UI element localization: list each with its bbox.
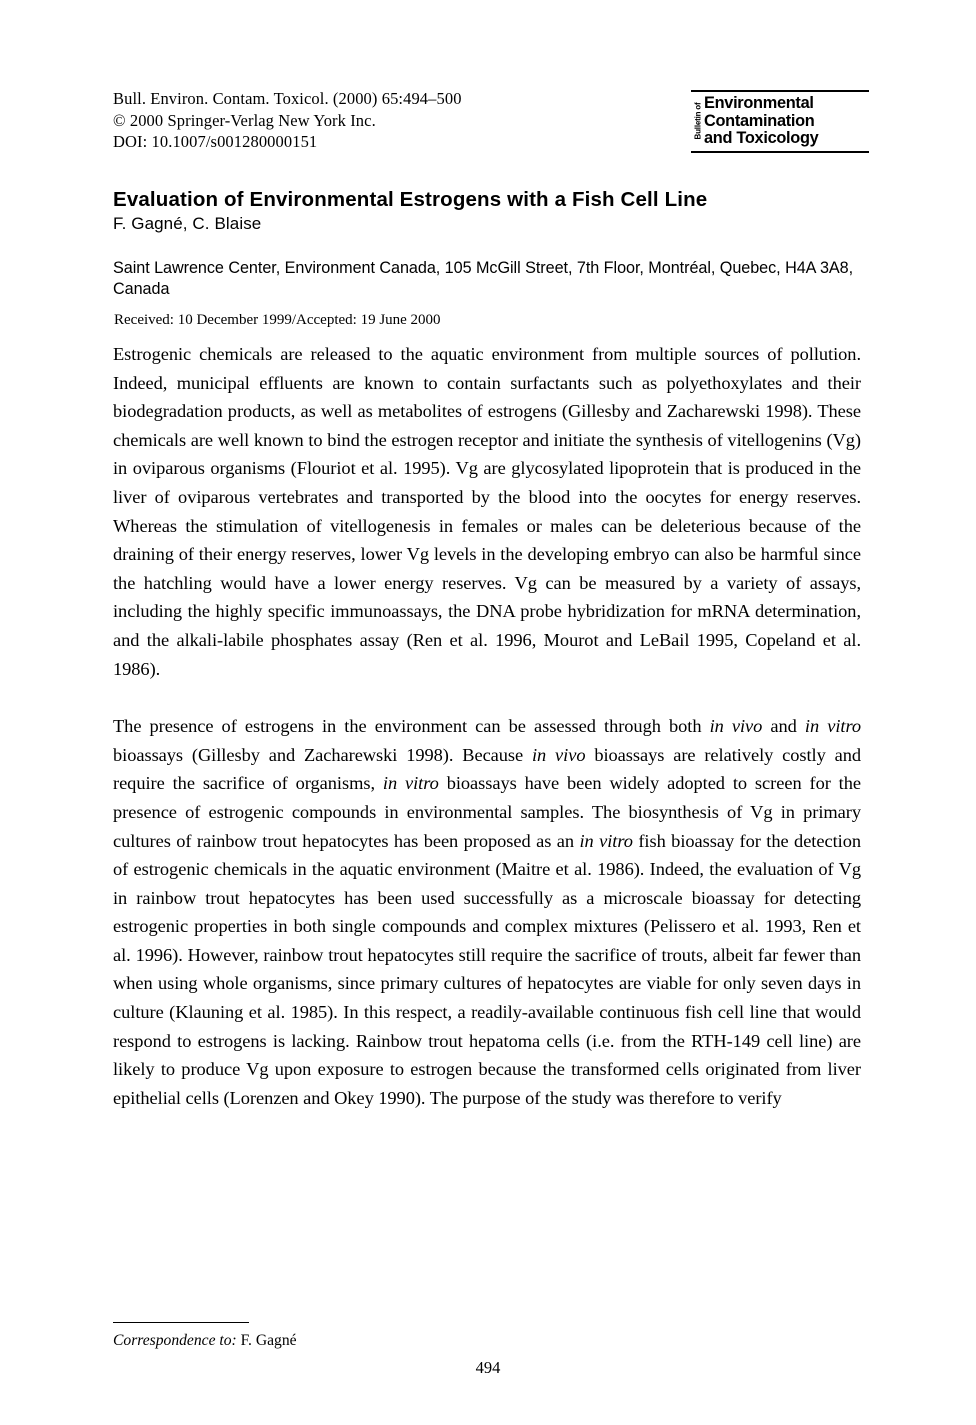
footnote-separator-rule [113,1322,249,1323]
page-number: 494 [475,1358,501,1377]
journal-citation-block [113,88,673,153]
journal-logo-bulletin-of [691,95,704,148]
author-affiliation: Saint Lawrence Center, Environment Canada, 105 McGill Street, 7th Floor, Montréal, Quebec, H4A 3A8, Canada [113,259,854,298]
journal-logo-wordmark [704,95,869,148]
journal-citation-line-1: Bull. Environ. Contam. Toxicol. (2000) 65:494–500 [113,89,462,108]
journal-logo-line-1: Environmental [704,94,814,112]
body-paragraph-2: The presence of estrogens in the environment can be assessed through both in vivo and in vitro bioassays (Gillesby and Zacharewski 1998). Because in vivo bioassays are relatively costly and require the sacrifice of organisms, in vitro bioassays have been widely adopted to screen for the presence of estrogenic compounds in environmental samples. The biosynthesis of Vg in primary cultures of rainbow trout hepatocytes has been proposed as an in vitro fish bioassay for the detection of estrogenic chemicals in the aquatic environment (Maitre et al. 1986). Indeed, the evaluation of Vg in rainbow trout hepatocytes has been used successfully as a microscale bioassay for detecting estrogenic properties in both single compounds and complex mixtures (Pelissero et al. 1993, Ren et al. 1996). However, rainbow trout hepatocytes still require the sacrifice of trouts, albeit far fewer than when using whole organisms, since primary cultures of hepatocytes are viable for only seven days in culture (Klauning et al. 1985). In this respect, a readily-available continuous fish cell line that would respond to estrogens is lacking. Rainbow trout hepatoma cells (i.e. from the RTH-149 cell line) are likely to produce Vg upon exposure to estrogen because the transformed cells originated from liver epithelial cells (Lorenzen and Okey 1990). The purpose of the study was therefore to verify [113,716,862,1108]
correspondence-note [113,1330,297,1351]
journal-logo-vertical-text: Bulletin of [693,102,702,140]
author-list: F. Gagné, C. Blaise [113,214,262,233]
correspondence-value: F. Gagné [240,1332,297,1349]
body-paragraph-1: Estrogenic chemicals are released to the aquatic environment from multiple sources of pollution. Indeed, municipal effluents are known to contain surfactants such as polyethoxylates and their biodegradation products, as well as metabolites of estrogens (Gillesby and Zacharewski 1998). These chemicals are well known to bind the estrogen receptor and initiate the synthesis of vitellogenins (Vg) in oviparous organisms (Flouriot et al. 1995). Vg are glycosylated lipoprotein that is produced in the liver of oviparous vertebrates and transported by the blood into the oocytes for energy reserves. Whereas the stimulation of vitellogenesis in females or males can be deleterious because of the draining of their energy reserves, lower Vg levels in the developing embryo can also be harmful since the hatchling would have a lower energy reserves. Vg can be measured by a variety of assays, including the highly specific immunoassays, the DNA probe hybridization for mRNA determination, and the alkali-labile phosphates assay (Ren et al. 1996, Mourot and LeBail 1995, Copeland et al. 1986). [113,344,861,679]
page-title: Evaluation of Environmental Estrogens with a Fish Cell Line [113,187,708,211]
received-accepted-dates: Received: 10 December 1999/Accepted: 19 June 2000 [114,312,441,328]
journal-logo [691,90,869,153]
journal-logo-line-3: and Toxicology [704,129,819,147]
article-body [113,340,861,1112]
correspondence-label: Correspondence to: [113,1332,237,1349]
journal-logo-line-2: Contamination [704,111,815,130]
journal-citation-line-2: © 2000 Springer-Verlag New York Inc. [113,110,376,130]
journal-citation-line-3: DOI: 10.1007/s001280000151 [113,132,318,151]
